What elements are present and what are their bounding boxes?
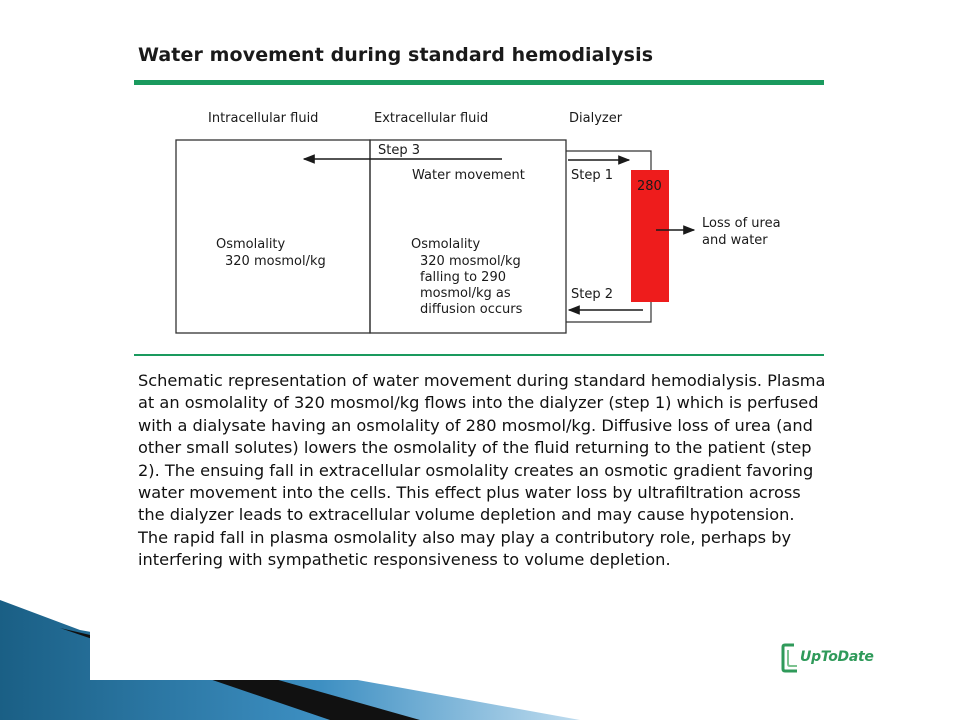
step1-label: Step 1 bbox=[571, 168, 614, 183]
uptodate-logo-icon bbox=[780, 642, 800, 674]
extracellular-osmolality-line4: mosmol/kg as bbox=[420, 286, 511, 301]
step3-label: Step 3 bbox=[378, 143, 421, 158]
intracellular-osmolality-title: Osmolality bbox=[216, 237, 286, 252]
extracellular-osmolality-value: 320 mosmol/kg bbox=[420, 254, 521, 269]
intracellular-osmolality-value: 320 mosmol/kg bbox=[225, 254, 326, 269]
figure-card bbox=[90, 30, 874, 680]
dialysate-osmolality: 280 bbox=[637, 179, 662, 194]
step2-label: Step 2 bbox=[571, 287, 614, 302]
figure-title: Water movement during standard hemodialysis bbox=[138, 44, 654, 66]
loss-label-line1: Loss of urea bbox=[702, 216, 781, 231]
intracellular-header: Intracellular fluid bbox=[208, 111, 319, 126]
extracellular-osmolality-line5: diffusion occurs bbox=[420, 302, 523, 317]
extracellular-osmolality-line3: falling to 290 bbox=[420, 270, 506, 285]
loss-label-line2: and water bbox=[702, 233, 768, 248]
circuit-line-back bbox=[566, 302, 651, 322]
uptodate-logo bbox=[780, 642, 874, 682]
hemodialysis-diagram bbox=[90, 30, 870, 350]
dialyzer-header: Dialyzer bbox=[569, 111, 623, 126]
extracellular-header: Extracellular fluid bbox=[374, 111, 489, 126]
uptodate-logo-text: UpToDate bbox=[800, 649, 874, 665]
water-movement-label: Water movement bbox=[412, 168, 525, 183]
caption-rule bbox=[134, 354, 824, 356]
figure-caption: Schematic representation of water movement during standard hemodialysis. Plasma at an osmolality of 320 mosmol/kg flows into the dialyzer (step 1) which is perfused with a dialysate having an osmolality of 280 mosmol/kg. Diffusive loss of urea (and other small solutes) lowers the osmolality of the fluid returning to the patient (step 2). The ensuing fall in extracellular osmolality creates an osmotic gradient favoring water movement into the cells. This effect plus water loss by ultrafiltration across the dialyzer leads to extracellular volume depletion and may cause hypotension. The rapid fall in plasma osmolality also may play a contributory role, perhaps by interfering with sympathetic responsiveness to volume depletion. bbox=[138, 371, 826, 570]
extracellular-osmolality-title: Osmolality bbox=[411, 237, 481, 252]
